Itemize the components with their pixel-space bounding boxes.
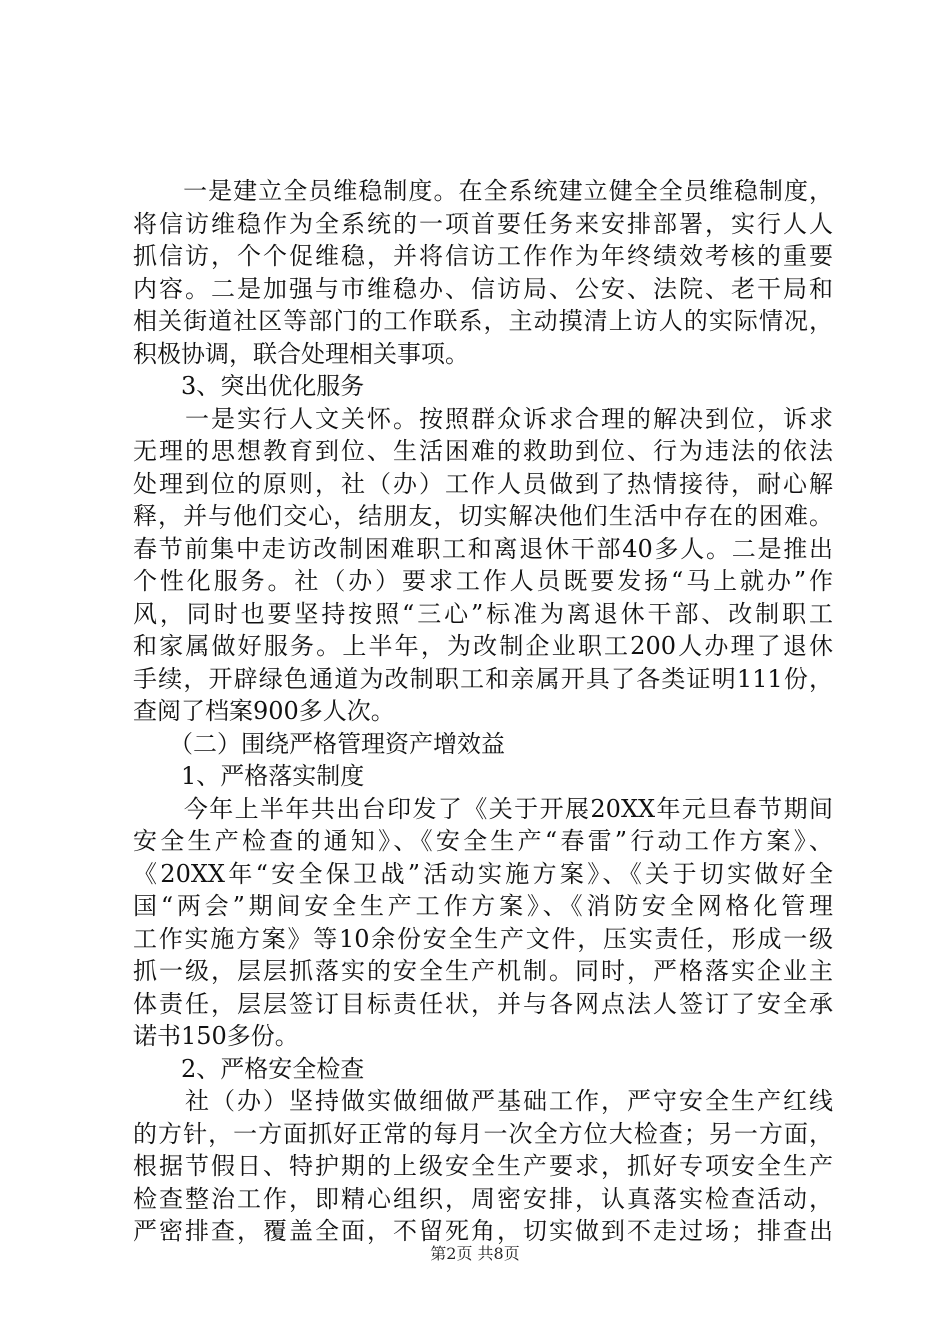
text-line: （二）围绕严格管理资产增效益 bbox=[133, 729, 505, 758]
text-line: 安全生产检查的通知》、《安全生产“春雷”行动工作方案》、 bbox=[133, 827, 833, 855]
text-line: 诺书150多份。 bbox=[133, 1022, 299, 1050]
text-line: 1、严格落实制度 bbox=[133, 762, 365, 790]
text-line: 根据节假日、特护期的上级安全生产要求，抓好专项安全生产 bbox=[133, 1152, 833, 1180]
text-line: 今年上半年共出台印发了《关于开展20XX年元旦春节期间 bbox=[133, 794, 833, 823]
text-line: 内容。二是加强与市维稳办、信访局、公安、法院、老干局和 bbox=[133, 274, 833, 303]
text-line: 和家属做好服务。上半年，为改制企业职工200人办理了退休 bbox=[133, 632, 833, 660]
page-footer: 第2页 共8页 bbox=[430, 1244, 520, 1263]
text-line: 将信访维稳作为全系统的一项首要任务来安排部署，实行人人 bbox=[133, 209, 833, 238]
text-line: 2、严格安全检查 bbox=[133, 1054, 365, 1083]
text-line: 一是建立全员维稳制度。在全系统建立健全全员维稳制度， bbox=[133, 177, 833, 205]
text-line: 《20XX年“安全保卫战”活动实施方案》、《关于切实做好全 bbox=[133, 859, 833, 888]
text-line: 3、突出优化服务 bbox=[133, 372, 365, 400]
text-line: 国“两会”期间安全生产工作方案》、《消防安全网格化管理 bbox=[133, 892, 833, 920]
text-line: 释，并与他们交心，结朋友，切实解决他们生活中存在的困难。 bbox=[133, 502, 833, 530]
text-line: 处理到位的原则，社（办）工作人员做到了热情接待，耐心解 bbox=[133, 469, 833, 498]
text-line: 手续，开辟绿色通道为改制职工和亲属开具了各类证明111份， bbox=[133, 664, 833, 693]
text-line: 工作实施方案》等10余份安全生产文件，压实责任，形成一级 bbox=[133, 924, 833, 953]
text-line: 体责任，层层签订目标责任状，并与各网点法人签订了安全承 bbox=[133, 989, 833, 1018]
document-body bbox=[133, 175, 833, 1248]
text-line: 抓一级，层层抓落实的安全生产机制。同时，严格落实企业主 bbox=[133, 957, 833, 985]
text-line: 积极协调，联合处理相关事项。 bbox=[133, 339, 469, 368]
text-line: 的方针，一方面抓好正常的每月一次全方位大检查；另一方面， bbox=[133, 1119, 833, 1148]
text-line: 春节前集中走访改制困难职工和离退休干部40多人。二是推出 bbox=[133, 534, 833, 563]
text-line: 查阅了档案900多人次。 bbox=[133, 697, 395, 725]
text-line: 社（办）坚持做实做细做严基础工作，严守安全生产红线 bbox=[133, 1087, 833, 1115]
text-line: 风，同时也要坚持按照“三心”标准为离退休干部、改制职工 bbox=[133, 599, 833, 628]
text-line: 抓信访，个个促维稳，并将信访工作作为年终绩效考核的重要 bbox=[133, 242, 833, 270]
text-line: 检查整治工作，即精心组织，周密安排，认真落实检查活动， bbox=[133, 1184, 833, 1213]
text-line: 无理的思想教育到位、生活困难的救助到位、行为违法的依法 bbox=[133, 437, 833, 465]
text-line: 个性化服务。社（办）要求工作人员既要发扬“马上就办”作 bbox=[133, 567, 833, 595]
text-line: 相关街道社区等部门的工作联系，主动摸清上访人的实际情况， bbox=[133, 307, 833, 335]
text-line: 严密排查，覆盖全面，不留死角，切实做到不走过场；排查出 bbox=[133, 1217, 833, 1245]
text-line: 一是实行人文关怀。按照群众诉求合理的解决到位，诉求 bbox=[133, 404, 833, 433]
